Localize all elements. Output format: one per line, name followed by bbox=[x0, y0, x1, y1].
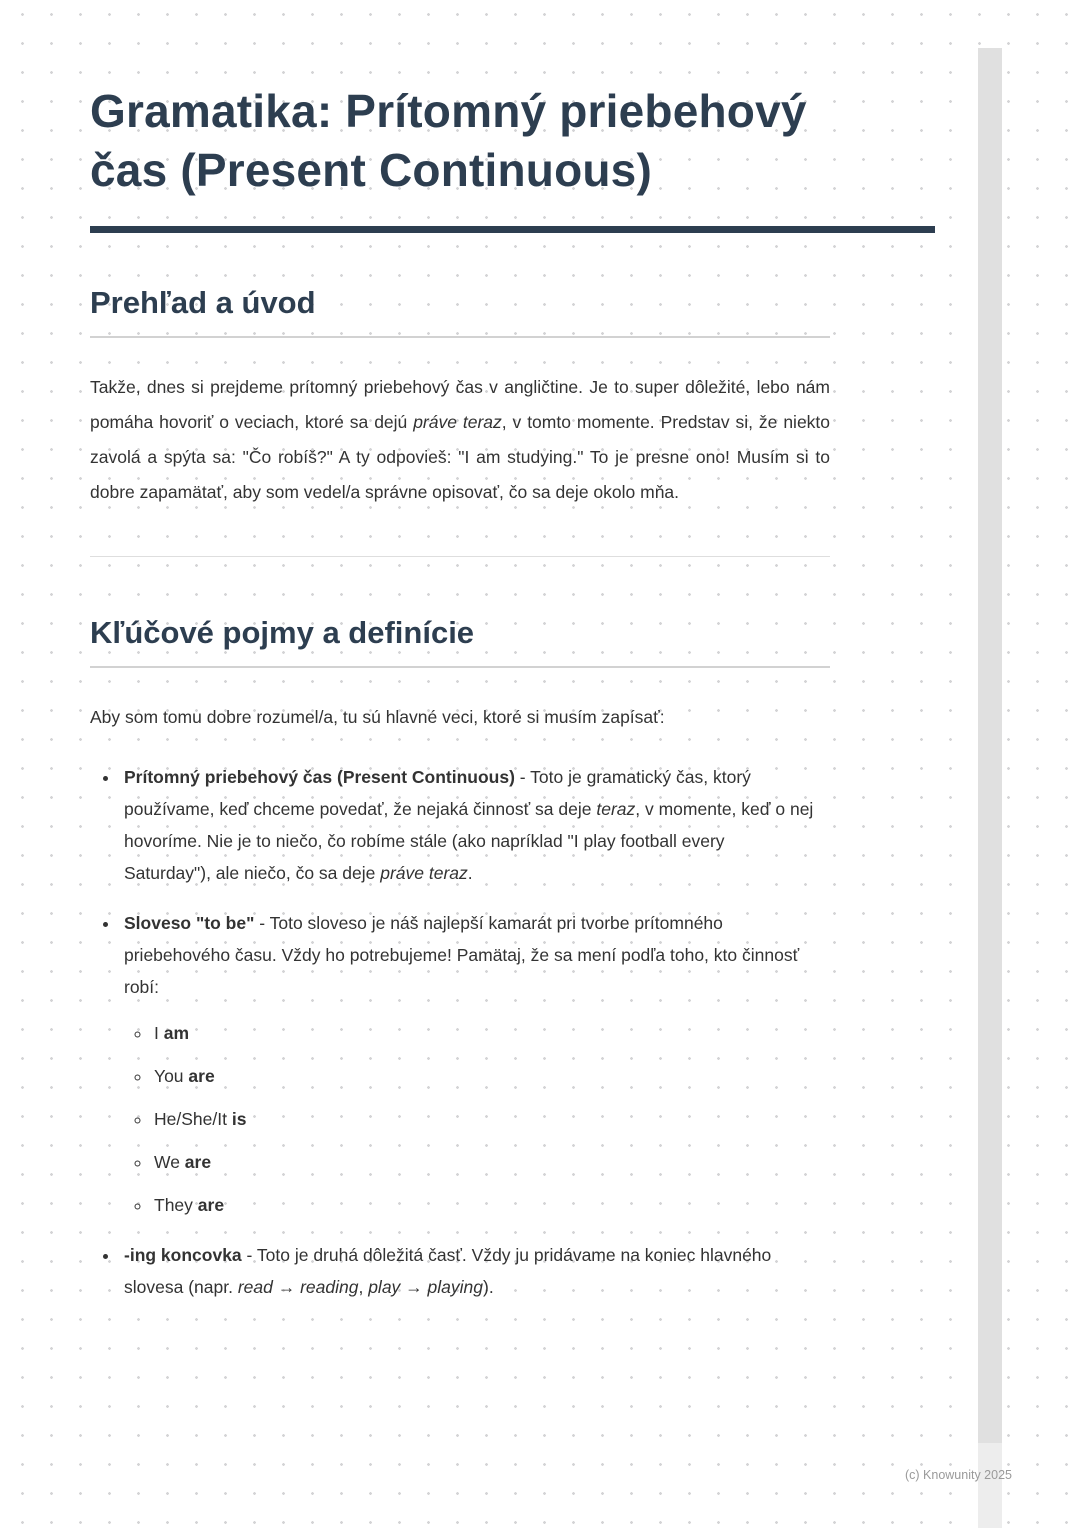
text-run-italic: teraz bbox=[596, 798, 636, 819]
list-item-present-continuous bbox=[120, 761, 814, 889]
section-key-concepts bbox=[90, 615, 935, 1303]
text-run: - Toto je druhá dôležitá časť. Vždy ju pridávame na koniec hlavného slovesa (napr. bbox=[124, 1244, 772, 1297]
section-overview bbox=[90, 285, 935, 510]
to-be-forms-list bbox=[124, 1017, 814, 1221]
scrollbar-track[interactable] bbox=[978, 48, 1002, 1528]
text-run: , v tomto momente. Predstav si, že niekto zavolá a spýta sa: "Čo robíš?" A ty odpovieš: "I am studying." To je presne ono! Musím si to dobre zapamätať, aby som vedel/a správne opisovať, čo sa deje okolo mňa. bbox=[90, 411, 831, 502]
text-run: , v momente, keď o nej hovoríme. Nie je to niečo, čo robíme stále (ako napríklad "I play football every Saturday"), ale niečo, čo sa deje bbox=[124, 798, 814, 883]
text-run: . bbox=[467, 862, 473, 883]
key-concepts-intro: Aby som tomu dobre rozumel/a, tu sú hlavné veci, ktoré si musím zapísať: bbox=[90, 706, 665, 727]
text-run: Takže, dnes si prejdeme prítomný priebehový čas v angličtine. Je to super dôležité, lebo nám pomáha hovoriť o veciach, ktoré sa dejú bbox=[90, 376, 830, 432]
text-run-italic: práve teraz bbox=[380, 862, 468, 883]
footer-credit: (c) Knowunity 2025 bbox=[904, 1468, 1012, 1482]
text-run: , bbox=[358, 1276, 369, 1297]
list-item-you-are bbox=[152, 1060, 814, 1092]
text-run: We bbox=[154, 1151, 185, 1172]
term-bold: -ing koncovka bbox=[124, 1244, 242, 1265]
list-item-to-be bbox=[120, 907, 814, 1221]
text-run: They bbox=[154, 1194, 198, 1215]
verb-bold: are bbox=[188, 1065, 215, 1086]
text-run-italic: playing bbox=[427, 1276, 484, 1297]
scrollbar-thumb[interactable] bbox=[978, 48, 1002, 1443]
text-run-italic: read bbox=[237, 1276, 273, 1297]
text-run: I bbox=[154, 1022, 164, 1043]
text-run: You bbox=[154, 1065, 189, 1086]
page-title: Gramatika: Prítomný priebehový čas (Present Continuous) bbox=[90, 85, 807, 196]
text-run: - Toto je gramatický čas, ktorý používame, keď chceme povedať, že nejaká činnosť sa deje bbox=[124, 766, 751, 819]
term-bold: Prítomný priebehový čas (Present Continuous) bbox=[124, 766, 515, 787]
text-run-italic: práve teraz bbox=[413, 411, 502, 432]
title-divider bbox=[90, 226, 935, 233]
key-concepts-list bbox=[90, 761, 814, 1303]
list-item-they-are bbox=[152, 1189, 814, 1221]
overview-paragraph bbox=[90, 370, 830, 510]
term-bold: Sloveso "to be" bbox=[124, 912, 255, 933]
section-heading-key-concepts: Kľúčové pojmy a definície bbox=[90, 615, 830, 668]
section-heading-overview: Prehľad a úvod bbox=[90, 285, 830, 338]
text-run-italic: play bbox=[368, 1276, 401, 1297]
content-area bbox=[90, 82, 935, 1321]
arrow-glyph: → bbox=[272, 1276, 301, 1297]
list-item-he-she-it-is bbox=[152, 1103, 814, 1135]
list-item-ing-ending bbox=[120, 1239, 814, 1303]
section-divider bbox=[90, 556, 830, 557]
text-run-italic: reading bbox=[300, 1276, 359, 1297]
text-run: He/She/It bbox=[154, 1108, 232, 1129]
text-run: - Toto sloveso je náš najlepší kamarát pri tvorbe prítomného priebehového času. Vždy ho potrebujeme! Pamätaj, že sa mení podľa toho, kto činnosť robí: bbox=[124, 912, 800, 997]
list-item-we-are bbox=[152, 1146, 814, 1178]
verb-bold: are bbox=[197, 1194, 225, 1215]
list-item-i-am bbox=[152, 1017, 814, 1049]
verb-bold: am bbox=[163, 1022, 190, 1043]
verb-bold: are bbox=[184, 1151, 212, 1172]
text-run: ). bbox=[483, 1276, 494, 1297]
verb-bold: is bbox=[231, 1108, 247, 1129]
arrow-glyph: → bbox=[400, 1276, 428, 1297]
